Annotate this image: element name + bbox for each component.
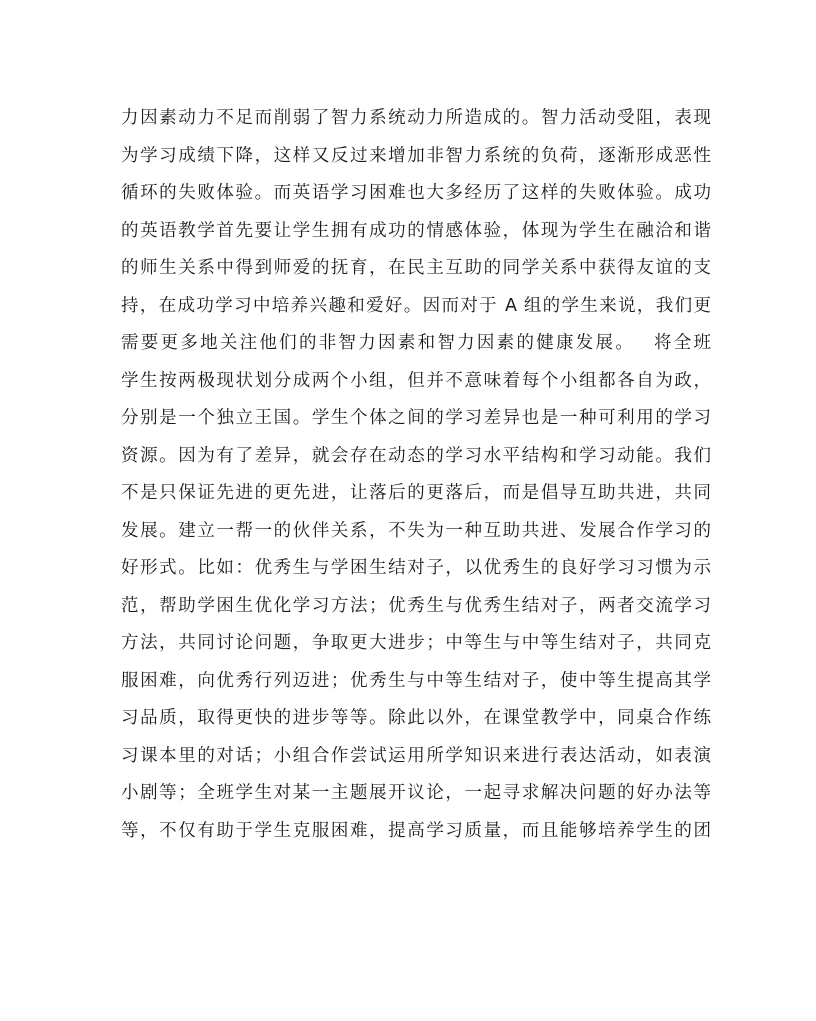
text-line-13: 好形式。比如：优秀生与学困生结对子，以优秀生的良好学习习惯为示 <box>121 558 711 578</box>
text-line-18: 习课本里的对话；小组合作尝试运用所学知识来进行表达活动，如表演 <box>121 745 711 766</box>
text-line-15: 方法，共同讨论问题，争取更大进步；中等生与中等生结对子，共同克 <box>121 633 711 653</box>
body-text <box>121 100 711 850</box>
text-line-6: 持，在成功学习中培养兴趣和爱好。因而对于 A 组的学生来说，我们更 <box>121 295 711 316</box>
text-line-1: 力因素动力不足而削弱了智力系统动力所造成的。智力活动受阻，表现 <box>121 108 711 128</box>
text-line-17: 习品质，取得更快的进步等等。除此以外，在课堂教学中，同桌合作练 <box>121 708 711 728</box>
text-line-12: 发展。建立一帮一的伙伴关系，不失为一种互助共进、发展合作学习的 <box>121 520 711 541</box>
text-line-9: 分别是一个独立王国。学生个体之间的学习差异也是一种可利用的学习 <box>121 408 711 428</box>
text-line-10: 资源。因为有了差异，就会存在动态的学习水平结构和学习动能。我们 <box>121 445 711 466</box>
text-line-4: 的英语教学首先要让学生拥有成功的情感体验，体现为学生在融洽和谐 <box>121 220 711 241</box>
text-line-19: 小剧等；全班学生对某一主题展开议论，一起寻求解决问题的好办法等 <box>121 783 711 803</box>
text-line-16: 服困难，向优秀行列迈进；优秀生与中等生结对子，使中等生提高其学 <box>121 670 711 691</box>
text-line-8: 学生按两极现状划分成两个小组，但并不意味着每个小组都各自为政， <box>121 370 711 391</box>
text-line-7: 需要更多地关注他们的非智力因素和智力因素的健康发展。 将全班 <box>121 333 711 353</box>
text-line-20: 等，不仅有助于学生克服困难，提高学习质量，而且能够培养学生的团 <box>121 820 711 841</box>
text-line-2: 为学习成绩下降，这样又反过来增加非智力系统的负荷，逐渐形成恶性 <box>121 145 711 166</box>
text-line-11: 不是只保证先进的更先进，让落后的更落后，而是倡导互助共进，共同 <box>121 483 711 503</box>
text-line-14: 范，帮助学困生优化学习方法；优秀生与优秀生结对子，两者交流学习 <box>121 595 711 616</box>
text-line-5: 的师生关系中得到师爱的抚育，在民主互助的同学关系中获得友谊的支 <box>121 258 711 278</box>
text-line-3: 循环的失败体验。而英语学习困难也大多经历了这样的失败体验。成功 <box>121 183 711 203</box>
